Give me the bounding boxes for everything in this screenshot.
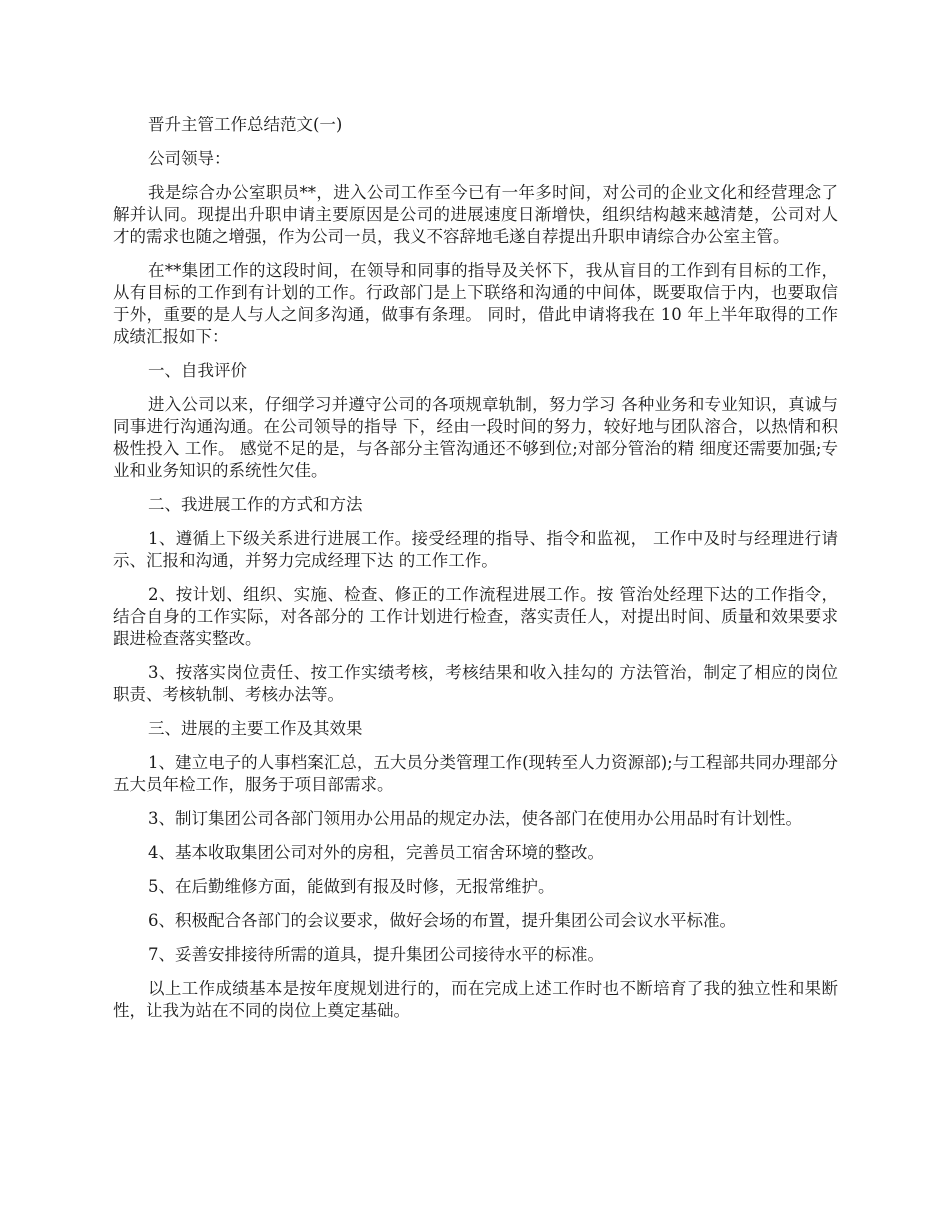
document-title: 晋升主管工作总结范文(一) [148, 115, 343, 134]
section-heading-self-evaluation: 一、自我评价 [148, 361, 247, 380]
salutation: 公司领导： [148, 149, 231, 168]
result-item-6: 6、积极配合各部门的会议要求，做好会场的布置，提升集团公司会议水平标准。 [148, 911, 736, 930]
method-item-2: 2、按计划、组织、实施、检查、修正的工作流程进展工作。按 管治处经理下达的工作指令，结合自身的工作实际，对各部分的 工作计划进行检查，落实责任人，对提出时间、质量和效果要求 跟进检查落实整改。 [113, 585, 838, 648]
section-heading-methods: 二、我进展工作的方式和方法 [148, 495, 363, 514]
result-item-3: 3、制订集团公司各部门领用办公用品的规定办法，使各部门在使用办公用品时有计划性。 [148, 809, 802, 828]
result-item-4: 4、基本收取集团公司对外的房租，完善员工宿舍环境的整改。 [148, 843, 604, 862]
result-item-7: 7、妥善安排接待所需的道具，提升集团公司接待水平的标准。 [148, 945, 604, 964]
result-item-1: 1、建立电子的人事档案汇总，五大员分类管理工作(现转至人力资源部);与工程部共同办理部分五大员年检工作，服务于项目部需求。 [113, 753, 838, 794]
method-item-1: 1、遵循上下级关系进行进展工作。接受经理的指导、指令和监视， 工作中及时与经理进行请示、汇报和沟通，并努力完成经理下达 的工作工作。 [113, 529, 838, 570]
document-body [113, 114, 838, 1034]
section-heading-results: 三、进展的主要工作及其效果 [148, 719, 363, 738]
result-item-5: 5、在后勤维修方面，能做到有报及时修，无报常维护。 [148, 877, 555, 896]
method-item-3: 3、按落实岗位责任、按工作实绩考核，考核结果和收入挂勾的 方法管治，制定了相应的岗位职责、考核轨制、考核办法等。 [113, 663, 838, 704]
paragraph-background: 在**集团工作的这段时间，在领导和同事的指导及关怀下，我从盲目的工作到有目标的工作，从有目标的工作到有计划的工作。行政部门是上下联络和沟通的中间体，既要取信于内，也要取信于外，重要的是人与人之间多沟通，做事有条理。 同时，借此申请将我在 10 年上半年取得的工作成绩汇报如下： [113, 261, 838, 346]
paragraph-intro: 我是综合办公室职员**，进入公司工作至今已有一年多时间，对公司的企业文化和经营理念了解并认同。现提出升职申请主要原因是公司的进展速度日渐增快，组织结构越来越清楚，公司对人才的需求也随之增强，作为公司一员，我义不容辞地毛遂自荐提出升职申请综合办公室主管。 [113, 183, 838, 246]
paragraph-self-evaluation: 进入公司以来，仔细学习并遵守公司的各项规章轨制，努力学习 各种业务和专业知识，真诚与同事进行沟通沟通。在公司领导的指导 下，经由一段时间的努力，较好地与团队溶合，以热情和积极性投入 工作。 感觉不足的是，与各部分主管沟通还不够到位;对部分管治的精 细度还需要加强;专业和业务知识的系统性欠佳。 [113, 395, 838, 480]
paragraph-conclusion: 以上工作成绩基本是按年度规划进行的，而在完成上述工作时也不断培育了我的独立性和果断性，让我为站在不同的岗位上奠定基础。 [113, 979, 838, 1020]
